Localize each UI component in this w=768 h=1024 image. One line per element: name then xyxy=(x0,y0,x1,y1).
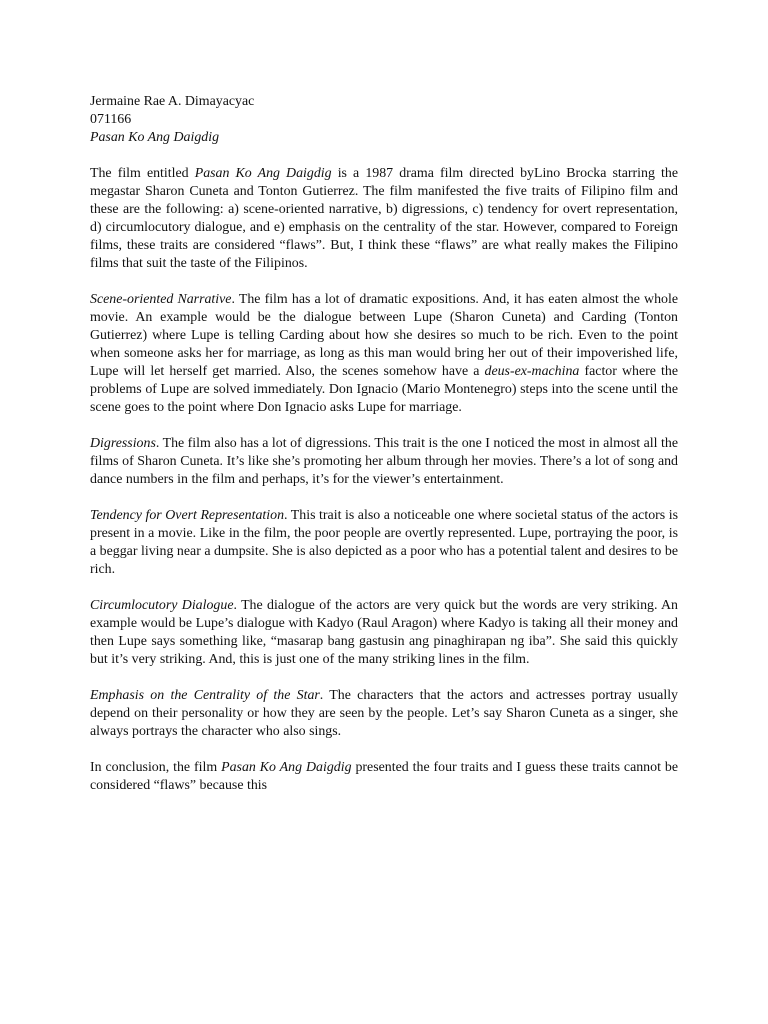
overt-representation-text: . This trait is also a noticeable one where societal status of the actors is present in a movie. Like in the film, the poor people are overtly represented. Lupe, portraying the poor, is a beggar living near a dumpsite. She is also depicted as a poor who has a potential talent and desires to be rich. xyxy=(90,508,678,577)
student-id: 071166 xyxy=(90,112,132,127)
intro-film-title: Pasan Ko Ang Daigdig xyxy=(194,166,332,181)
centrality-of-star-text: . The characters that the actors and actresses portray usually depend on their personality or how they are seen by the people. Let’s say Sharon Cuneta as a singer, she always portrays the character who also sings. xyxy=(90,688,678,739)
conclusion-text-1: In conclusion, the film xyxy=(90,760,222,775)
intro-text-1: The film entitled xyxy=(90,166,195,181)
intro-paragraph xyxy=(90,165,678,273)
overt-representation-heading: Tendency for Overt Representation xyxy=(90,508,285,523)
deus-ex-machina-term: deus-ex-machina xyxy=(484,364,580,379)
film-title: Pasan Ko Ang Daigdig xyxy=(90,130,220,145)
centrality-of-star-heading: Emphasis on the Centrality of the Star xyxy=(90,688,320,703)
conclusion-film-title: Pasan Ko Ang Daigdig xyxy=(221,760,352,775)
scene-oriented-text-1: . The film has a lot of dramatic expositions. And, it has eaten almost the whole movie. An example would be the dialogue between Lupe (Sharon Cuneta) and Carding (Tonton Gutierrez) where Lupe is telling Carding about how she desires so much to be rich. Even to the point when someone asks her for marriage, as long as this man would bring her out of their impoverished life, Lupe will let herself get married. Also, the scenes somehow have a xyxy=(90,292,678,379)
scene-oriented-heading: Scene-oriented Narrative xyxy=(90,292,232,307)
circumlocutory-heading: Circumlocutory Dialogue xyxy=(90,598,234,613)
scene-oriented-paragraph xyxy=(90,291,678,417)
circumlocutory-paragraph xyxy=(90,597,678,669)
scene-oriented-text-2: factor where the problems of Lupe are solved immediately. Don Ignacio (Mario Montenegro) steps into the scene until the scene goes to the point where Don Ignacio asks Lupe for marriage. xyxy=(90,364,678,415)
document-header xyxy=(90,93,678,147)
digressions-paragraph xyxy=(90,435,678,489)
digressions-text: . The film also has a lot of digressions. This trait is the one I noticed the most in almost all the films of Sharon Cuneta. It’s like she’s promoting her album through her movies. There’s a lot of song and dance numbers in the film and perhaps, it’s for the viewer’s entertainment. xyxy=(90,436,678,487)
conclusion-paragraph xyxy=(90,759,678,795)
conclusion-text-2: presented the four traits and I guess these traits cannot be considered “flaws” because this xyxy=(90,760,678,793)
circumlocutory-text: . The dialogue of the actors are very quick but the words are very striking. An example would be Lupe’s dialogue with Kadyo (Raul Aragon) where Kadyo is taking all their money and then Lupe says something like, “masarap bang gastusin ang pinaghirapan ng iba”. She said this quickly but it’s very striking. And, this is just one of the many striking lines in the film. xyxy=(90,598,678,667)
overt-representation-paragraph xyxy=(90,507,678,579)
centrality-of-star-paragraph xyxy=(90,687,678,741)
author-name: Jermaine Rae A. Dimayacyac xyxy=(90,94,255,109)
document-body xyxy=(90,93,678,813)
digressions-heading: Digressions xyxy=(90,436,156,451)
intro-text-2: is a 1987 drama film directed byLino Brocka starring the megastar Sharon Cuneta and Tonton Gutierrez. The film manifested the five traits of Filipino film and these are the following: a) scene-oriented narrative, b) digressions, c) tendency for overt representation, d) circumlocutory dialogue, and e) emphasis on the centrality of the star. However, compared to Foreign films, these traits are considered “flaws”. But, I think these “flaws” are what really makes the Filipino films that suit the taste of the Filipinos. xyxy=(90,166,678,271)
